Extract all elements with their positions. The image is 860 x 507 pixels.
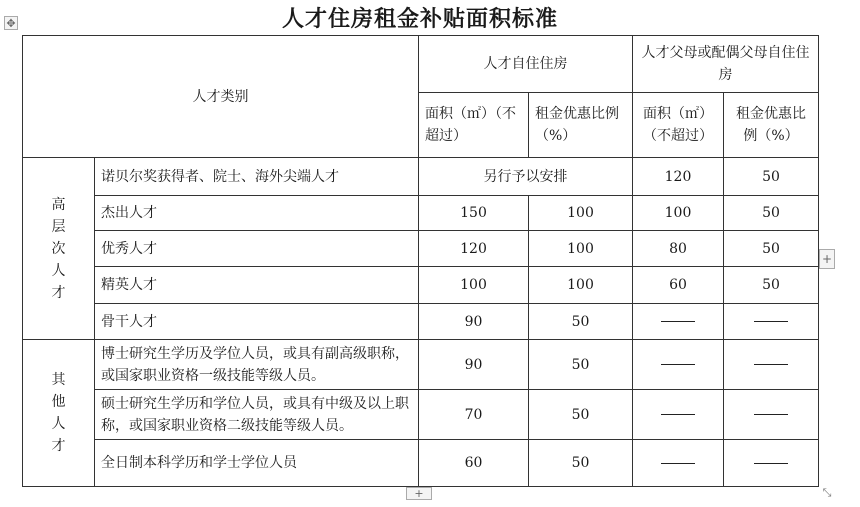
subsidy-table (22, 35, 819, 487)
dash-divider (754, 321, 788, 322)
row-backbone-area: 90 (419, 304, 529, 340)
group-high-level (23, 158, 95, 340)
group-high-level-text: 高 层 次 人 才 (51, 196, 66, 301)
header-self-housing: 人才自住住房 (419, 36, 633, 93)
row-phd-parent-ratio-empty (724, 340, 819, 390)
page-title: 人才住房租金补贴面积标准 (281, 6, 558, 32)
row-phd-ratio: 50 (529, 340, 633, 390)
row-outstanding-parent-ratio: 50 (724, 196, 819, 231)
row-outstanding-parent-area: 100 (633, 196, 724, 231)
row-excellent-label: 优秀人才 (95, 231, 419, 267)
header-parent-housing: 人才父母或配偶父母自住住房 (633, 36, 819, 93)
header-ratio-parent: 租金优惠比例（%） (724, 93, 819, 158)
row-elite-area: 100 (419, 267, 529, 304)
row-elite-parent-area: 60 (633, 267, 724, 304)
row-outstanding-ratio: 100 (529, 196, 633, 231)
row-bachelor-label: 全日制本科学历和学士学位人员 (95, 440, 419, 487)
row-phd-area: 90 (419, 340, 529, 390)
dash-divider (661, 364, 695, 365)
row-elite-parent-ratio: 50 (724, 267, 819, 304)
row-master-parent-ratio-empty (724, 390, 819, 440)
header-ratio-self: 租金优惠比例（%） (529, 93, 633, 158)
dash-divider (754, 414, 788, 415)
dash-divider (754, 364, 788, 365)
row-nobel-parent-area: 120 (633, 158, 724, 196)
dash-divider (661, 463, 695, 464)
header-category: 人才类别 (23, 36, 419, 158)
row-backbone-ratio: 50 (529, 304, 633, 340)
row-nobel-merged: 另行予以安排 (419, 158, 633, 196)
row-bachelor-area: 60 (419, 440, 529, 487)
add-column-button[interactable]: + (819, 249, 835, 269)
row-bachelor-parent-area-empty (633, 440, 724, 487)
row-outstanding-area: 150 (419, 196, 529, 231)
row-outstanding-label: 杰出人才 (95, 196, 419, 231)
row-bachelor-parent-ratio-empty (724, 440, 819, 487)
row-excellent-ratio: 100 (529, 231, 633, 267)
group-other (23, 340, 95, 487)
row-master-label: 硕士研究生学历和学位人员，或具有中级及以上职称，或国家职业资格二级技能等级人员。 (95, 390, 419, 440)
table-move-icon[interactable]: ✥ (4, 16, 18, 30)
row-master-parent-area-empty (633, 390, 724, 440)
row-phd-label: 博士研究生学历及学位人员，或具有副高级职称，或国家职业资格一级技能等级人员。 (95, 340, 419, 390)
row-bachelor-ratio: 50 (529, 440, 633, 487)
row-backbone-parent-ratio-empty (724, 304, 819, 340)
add-row-button[interactable]: + (406, 487, 432, 500)
group-other-text: 其 他 人 才 (51, 372, 66, 454)
header-area-parent: 面积（㎡）（不超过） (633, 93, 724, 158)
row-backbone-parent-area-empty (633, 304, 724, 340)
row-master-area: 70 (419, 390, 529, 440)
row-master-ratio: 50 (529, 390, 633, 440)
row-nobel-parent-ratio: 50 (724, 158, 819, 196)
dash-divider (754, 463, 788, 464)
row-excellent-parent-area: 80 (633, 231, 724, 267)
table-resize-icon[interactable]: ⤡ (822, 486, 832, 499)
row-nobel-label: 诺贝尔奖获得者、院士、海外尖端人才 (95, 158, 419, 196)
row-phd-parent-area-empty (633, 340, 724, 390)
row-elite-ratio: 100 (529, 267, 633, 304)
row-excellent-area: 120 (419, 231, 529, 267)
row-elite-label: 精英人才 (95, 267, 419, 304)
dash-divider (661, 414, 695, 415)
dash-divider (661, 321, 695, 322)
row-backbone-label: 骨干人才 (95, 304, 419, 340)
header-area-self: 面积（㎡）（不超过） (419, 93, 529, 158)
row-excellent-parent-ratio: 50 (724, 231, 819, 267)
